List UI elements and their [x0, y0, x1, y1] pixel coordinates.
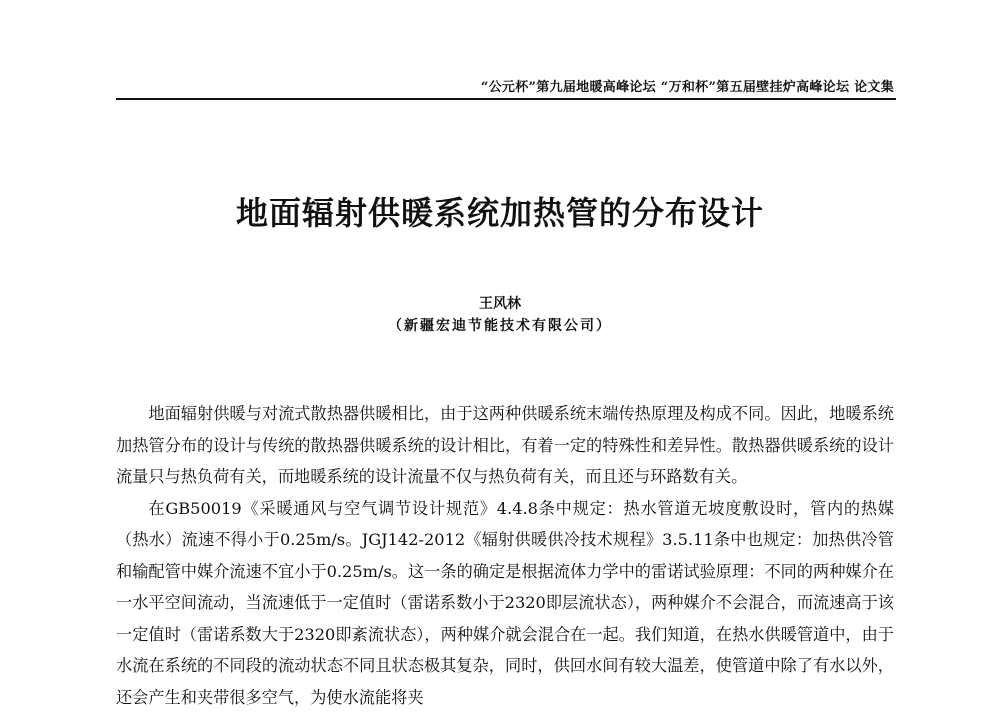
author-affiliation: （新疆宏迪节能技术有限公司） — [388, 318, 612, 334]
paragraph: 地面辐射供暖与对流式散热器供暖相比，由于这两种供暖系统末端传热原理及构成不同。因此，地暖系统加热管分布的设计与传统的散热器供暖系统的设计相比，有着一定的特殊性和差异性。散热器供暖系统的设计流量只与热负荷有关，而地暖系统的设计流量不仅与热负荷有关，而且还与环路数有关。 — [116, 404, 894, 486]
author-name: 王风林 — [479, 296, 521, 312]
article-title: 地面辐射供暖系统加热管的分布设计 — [235, 194, 764, 232]
paragraph: 在GB50019《采暖通风与空气调节设计规范》4.4.8条中规定：热水管道无坡度敷设时，管内的热媒（热水）流速不得小于0.25m/s。JGJ142-2012《辐射供暖供冷技术规程》3.5.11条中也规定：加热供冷管和输配管中媒介流速不宜小于0.25m/s。这一条的确定是根据流体力学中的雷诺试验原理：不同的两种媒介在一水平空间流动，当流速低于一定值时（雷诺系数小于2320即层流状态），两种媒介不会混合，而流速高于该一定值时（雷诺系数大于2320即紊流状态），两种媒介就会混合在一起。我们知道，在热水供暖管道中，由于水流在系统的不同段的流动状态不同且状态极其复杂，同时，供回水间有较大温差，使管道中除了有水以外，还会产生和夹带很多空气，为使水流能将夹 — [116, 498, 894, 707]
header-rule — [116, 98, 896, 100]
running-header: “公元杯”第九届地暖高峰论坛 “万和杯”第五届壁挂炉高峰论坛 论文集 — [480, 80, 894, 95]
article-body — [116, 398, 894, 713]
